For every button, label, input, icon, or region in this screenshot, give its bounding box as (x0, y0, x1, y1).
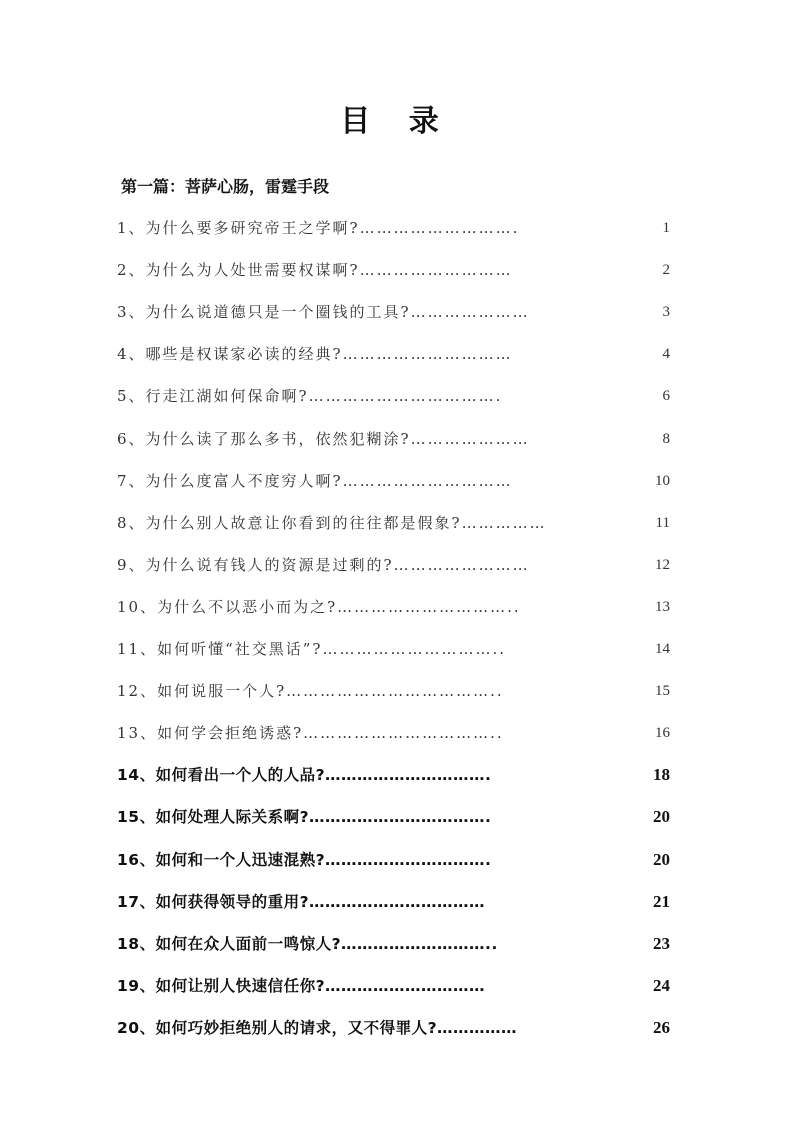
toc-entry[interactable] (117, 595, 670, 619)
toc-entry-title: 2、为什么为人处世需要权谋啊?……………………… (117, 261, 513, 279)
toc-entry-title: 11、如何听懂“社交黑话”?………………………….. (117, 640, 507, 658)
toc-entry[interactable] (117, 679, 670, 703)
toc-entry-title: 19、如何让别人快速信任你?………………………… (117, 977, 486, 995)
toc-entry-title: 8、为什么别人故意让你看到的往往都是假象?…………… (117, 514, 547, 532)
toc-entry[interactable] (117, 932, 670, 956)
toc-entry-title: 16、如何和一个人迅速混熟?…………………………. (117, 851, 492, 869)
toc-entry[interactable] (117, 763, 670, 787)
toc-entry-title: 3、为什么说道德只是一个圈钱的工具?………………… (117, 303, 530, 321)
toc-entry-title: 12、如何说服一个人?……………………………….. (117, 682, 504, 700)
toc-entry-page-number: 18 (653, 765, 670, 784)
toc-entry-title: 6、为什么读了那么多书，依然犯糊涂?………………… (117, 430, 530, 448)
toc-entry-page-number: 23 (653, 934, 670, 953)
toc-entry[interactable] (117, 258, 670, 282)
toc-entry-title: 13、如何学会拒绝诱惑?…………………………….. (117, 724, 504, 742)
toc-entry[interactable] (117, 427, 670, 451)
toc-entry[interactable] (117, 637, 670, 661)
toc-entry-title: 5、行走江湖如何保命啊?……………………………. (117, 387, 503, 405)
section-heading: 第一篇：菩萨心肠，雷霆手段 (121, 177, 330, 196)
toc-entry-title: 17、如何获得领导的重用?…………………………… (117, 893, 486, 911)
toc-entry-page-number: 3 (662, 304, 670, 320)
toc-entry-page-number: 8 (662, 431, 670, 447)
toc-entry-page-number: 21 (653, 892, 670, 911)
toc-entry[interactable] (117, 300, 670, 324)
toc-entry-page-number: 14 (655, 641, 670, 657)
toc-entry-page-number: 24 (653, 976, 670, 995)
page-title: 目 录 (340, 104, 453, 139)
toc-entry[interactable] (117, 848, 670, 872)
toc-entry[interactable] (117, 511, 670, 535)
toc-entry-page-number: 20 (653, 850, 670, 869)
toc-entry-title: 10、为什么不以恶小而为之?………………………….. (117, 598, 521, 616)
toc-entry[interactable] (117, 721, 670, 745)
toc-entry[interactable] (117, 384, 670, 408)
toc-entry[interactable] (117, 805, 670, 829)
toc-entry-page-number: 2 (662, 262, 670, 278)
toc-entry-page-number: 6 (662, 388, 670, 404)
toc-entry-title: 15、如何处理人际关系啊?……………………………. (117, 808, 492, 826)
toc-entry-page-number: 15 (655, 683, 670, 699)
toc-entry-title: 14、如何看出一个人的人品?…………………………. (117, 766, 492, 784)
toc-entry-page-number: 11 (655, 515, 670, 531)
toc-entry-title: 20、如何巧妙拒绝别人的请求，又不得罪人?…………… (117, 1019, 518, 1037)
toc-entry[interactable] (117, 469, 670, 493)
toc-entry-page-number: 4 (662, 346, 670, 362)
toc-entry[interactable] (117, 1016, 670, 1040)
toc-entry-page-number: 10 (655, 473, 670, 489)
toc-entry-page-number: 1 (662, 220, 670, 236)
toc-entry-page-number: 26 (653, 1018, 670, 1037)
toc-entry-page-number: 13 (655, 599, 670, 615)
toc-entry-page-number: 12 (655, 557, 670, 573)
toc-entry[interactable] (117, 890, 670, 914)
toc-entry-title: 1、为什么要多研究帝王之学啊?………………………. (117, 219, 520, 237)
toc-entry-title: 18、如何在众人面前一鸣惊人?……………………….. (117, 935, 498, 953)
toc-entry-title: 9、为什么说有钱人的资源是过剩的?…………………… (117, 556, 530, 574)
toc-entry-page-number: 20 (653, 807, 670, 826)
toc-entry[interactable] (117, 974, 670, 998)
toc-entry-title: 7、为什么度富人不度穷人啊?………………………… (117, 472, 513, 490)
toc-entry-title: 4、哪些是权谋家必读的经典?………………………… (117, 345, 513, 363)
toc-entry[interactable] (117, 216, 670, 240)
toc-entry[interactable] (117, 553, 670, 577)
toc-entry-page-number: 16 (655, 725, 670, 741)
toc-entry[interactable] (117, 342, 670, 366)
